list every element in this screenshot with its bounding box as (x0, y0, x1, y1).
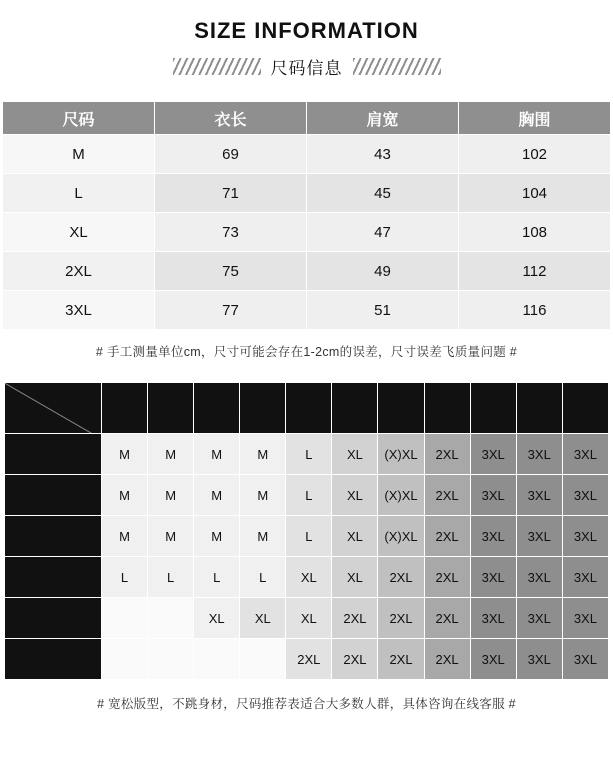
size-suggestion-cell: 2XL (378, 639, 424, 680)
table-row (5, 516, 609, 557)
size-suggestion-cell (102, 598, 148, 639)
size-suggestion-cell: M (148, 475, 194, 516)
axis-corner-cell (5, 383, 102, 434)
size-cell: XL (3, 213, 155, 252)
weight-header-cell: 100KG (516, 383, 562, 434)
shoulder-cell: 45 (307, 174, 459, 213)
size-cell: L (3, 174, 155, 213)
length-cell: 77 (155, 291, 307, 330)
size-suggestion-cell: M (148, 516, 194, 557)
page-title-english: SIZE INFORMATION (194, 18, 419, 43)
weight-header-cell: 85KG (378, 383, 424, 434)
size-suggestion-cell: XL (286, 557, 332, 598)
size-suggestion-cell: L (286, 475, 332, 516)
table-row (3, 252, 611, 291)
size-suggestion-cell: 2XL (286, 639, 332, 680)
height-header-cell: 185CM (5, 598, 102, 639)
weight-header-cell: 65KG (194, 383, 240, 434)
size-suggestion-cell: 3XL (470, 434, 516, 475)
size-table-body (3, 135, 611, 330)
height-header-cell: 180CM (5, 557, 102, 598)
size-table (2, 101, 611, 330)
height-header-cell: 170CM (5, 475, 102, 516)
size-recommendation-table (4, 382, 609, 680)
size-suggestion-cell: 3XL (516, 598, 562, 639)
size-suggestion-cell: 3XL (516, 475, 562, 516)
shoulder-cell: 43 (307, 135, 459, 174)
size-table-header-cell: 衣长 (155, 102, 307, 135)
size-suggestion-cell: XL (332, 557, 378, 598)
size-suggestion-cell (194, 639, 240, 680)
bust-cell: 112 (459, 252, 611, 291)
size-suggestion-cell: 3XL (470, 639, 516, 680)
size-suggestion-cell: 3XL (470, 516, 516, 557)
size-suggestion-cell: 3XL (562, 475, 608, 516)
size-suggestion-cell (102, 639, 148, 680)
size-suggestion-cell (148, 598, 194, 639)
size-suggestion-cell: L (240, 557, 286, 598)
size-suggestion-cell: 3XL (470, 598, 516, 639)
height-header-cell: 190CM (5, 639, 102, 680)
size-recommendation-container (0, 382, 613, 680)
size-table-header-cell: 胸围 (459, 102, 611, 135)
fit-note: # 宽松版型，不跳身材，尺码推荐表适合大多数人群，具体咨询在线客服 # (97, 697, 516, 711)
table-row (3, 291, 611, 330)
size-cell: 2XL (3, 252, 155, 291)
hatch-decoration-right (353, 58, 441, 75)
size-suggestion-cell: 2XL (378, 598, 424, 639)
size-suggestion-cell: 3XL (470, 557, 516, 598)
page-title-chinese-row (0, 54, 613, 79)
weight-header-cell: 80KG (332, 383, 378, 434)
size-suggestion-cell: M (194, 475, 240, 516)
size-suggestion-cell: M (240, 516, 286, 557)
table-row (5, 434, 609, 475)
size-suggestion-cell: M (102, 475, 148, 516)
size-suggestion-cell: M (240, 434, 286, 475)
table-row (5, 475, 609, 516)
size-cell: M (3, 135, 155, 174)
size-suggestion-cell: 3XL (516, 639, 562, 680)
size-suggestion-cell: (X)XL (378, 434, 424, 475)
size-suggestion-cell: 2XL (424, 516, 470, 557)
size-suggestion-cell: 2XL (424, 639, 470, 680)
size-suggestion-cell: L (286, 516, 332, 557)
size-suggestion-cell: 3XL (516, 434, 562, 475)
size-suggestion-cell: 3XL (562, 639, 608, 680)
bust-cell: 116 (459, 291, 611, 330)
height-header-cell: 165CM (5, 434, 102, 475)
length-cell: 75 (155, 252, 307, 291)
height-axis-label: 身高（cm） (9, 416, 73, 430)
size-suggestion-cell: 2XL (424, 557, 470, 598)
size-suggestion-cell: L (194, 557, 240, 598)
shoulder-cell: 51 (307, 291, 459, 330)
size-table-header-cell: 尺码 (3, 102, 155, 135)
bust-cell: 104 (459, 174, 611, 213)
weight-header-cell: 60KG (148, 383, 194, 434)
weight-axis-label: 体重（kg） (36, 387, 97, 401)
table-row (5, 598, 609, 639)
size-suggestion-cell: 2XL (424, 475, 470, 516)
size-suggestion-cell: 3XL (562, 434, 608, 475)
size-table-header-row (3, 102, 611, 135)
size-suggestion-cell: (X)XL (378, 475, 424, 516)
weight-header-cell: 105KG (562, 383, 608, 434)
weight-header-cell: 55KG (102, 383, 148, 434)
size-table-head (3, 102, 611, 135)
size-suggestion-cell: 3XL (516, 516, 562, 557)
size-suggestion-cell: M (194, 434, 240, 475)
table-row (5, 557, 609, 598)
size-suggestion-cell: XL (332, 516, 378, 557)
size-suggestion-cell: M (102, 516, 148, 557)
size-suggestion-cell: 2XL (332, 598, 378, 639)
bust-cell: 108 (459, 213, 611, 252)
size-suggestion-cell: 3XL (562, 516, 608, 557)
size-suggestion-cell: L (102, 557, 148, 598)
size-suggestion-cell: 3XL (516, 557, 562, 598)
weight-header-cell: 70KG (240, 383, 286, 434)
size-table-container (0, 101, 613, 330)
matrix-head (5, 383, 609, 434)
size-suggestion-cell: M (102, 434, 148, 475)
size-suggestion-cell: XL (332, 434, 378, 475)
size-suggestion-cell: 2XL (378, 557, 424, 598)
length-cell: 73 (155, 213, 307, 252)
matrix-body (5, 434, 609, 680)
size-suggestion-cell: 2XL (332, 639, 378, 680)
size-cell: 3XL (3, 291, 155, 330)
weight-header-cell: 75KG (286, 383, 332, 434)
size-suggestion-cell: L (286, 434, 332, 475)
size-suggestion-cell: L (148, 557, 194, 598)
size-suggestion-cell (148, 639, 194, 680)
page-title-chinese: 尺码信息 (270, 59, 343, 78)
axis-corner-inner (5, 383, 101, 433)
table-row (3, 174, 611, 213)
size-suggestion-cell: 2XL (424, 434, 470, 475)
table-row (5, 639, 609, 680)
size-suggestion-cell: 3XL (562, 557, 608, 598)
shoulder-cell: 49 (307, 252, 459, 291)
shoulder-cell: 47 (307, 213, 459, 252)
weight-header-cell: 95KG (470, 383, 516, 434)
measurement-note: # 手工测量单位cm，尺寸可能会存在1-2cm的误差，尺寸误差飞质量问题 # (95, 345, 518, 359)
size-suggestion-cell (240, 639, 286, 680)
size-suggestion-cell: 3XL (562, 598, 608, 639)
size-suggestion-cell: M (240, 475, 286, 516)
size-suggestion-cell: M (194, 516, 240, 557)
size-suggestion-cell: XL (332, 475, 378, 516)
matrix-header-row (5, 383, 609, 434)
size-suggestion-cell: XL (286, 598, 332, 639)
length-cell: 69 (155, 135, 307, 174)
bust-cell: 102 (459, 135, 611, 174)
page-header (0, 0, 613, 79)
table-row (3, 135, 611, 174)
size-suggestion-cell: 3XL (470, 475, 516, 516)
size-table-header-cell: 肩宽 (307, 102, 459, 135)
size-suggestion-cell: 2XL (424, 598, 470, 639)
size-suggestion-cell: XL (240, 598, 286, 639)
size-suggestion-cell: M (148, 434, 194, 475)
height-header-cell: 175CM (5, 516, 102, 557)
hatch-decoration-left (173, 58, 261, 75)
weight-header-cell: 90KG (424, 383, 470, 434)
table-row (3, 213, 611, 252)
length-cell: 71 (155, 174, 307, 213)
size-suggestion-cell: XL (194, 598, 240, 639)
size-suggestion-cell: (X)XL (378, 516, 424, 557)
